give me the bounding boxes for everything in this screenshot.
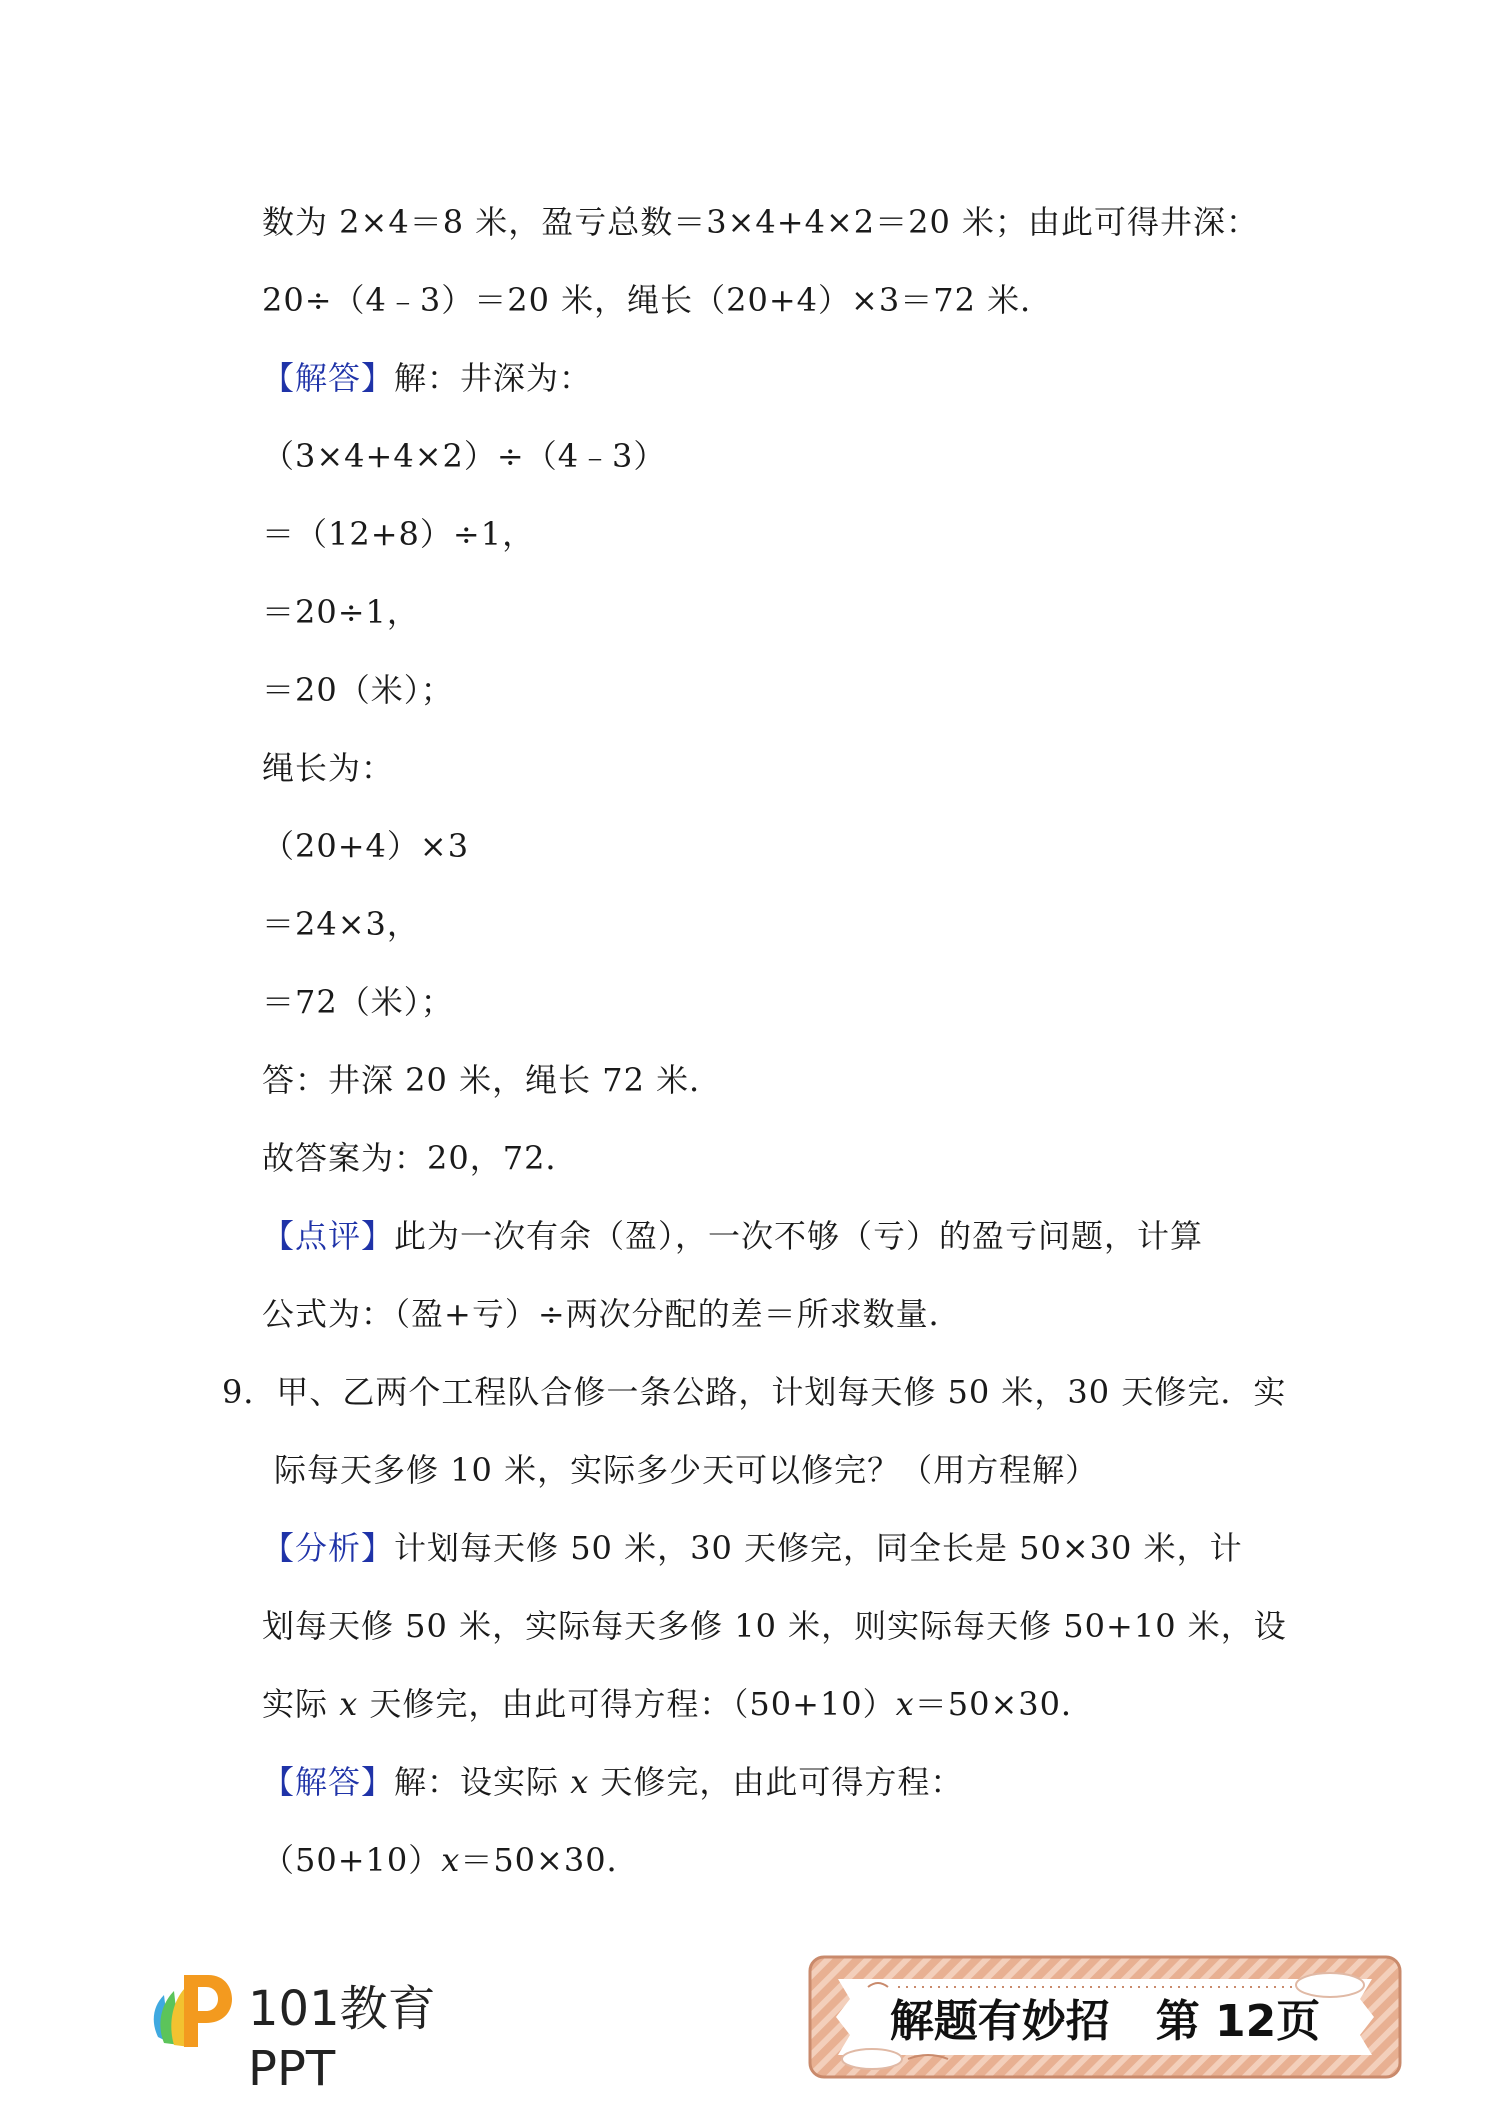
text-segment: （50+10） <box>262 1841 442 1879</box>
text-line <box>262 1684 1094 1724</box>
banner-title: 解题有妙招 <box>889 1996 1110 2047</box>
text-line: 公式为：（盈+亏）÷两次分配的差＝所求数量． <box>262 1295 962 1333</box>
brand-logo <box>140 1965 520 2097</box>
text-line: ＝24×3， <box>262 905 420 943</box>
text-line: （20+4）×3 <box>262 827 470 865</box>
text-line <box>262 1762 963 1802</box>
text-line: （3×4+4×2）÷（4﹣3） <box>262 437 667 475</box>
analysis-tag: 【分析】 <box>262 1529 395 1567</box>
question-9-line-1: 9．甲、乙两个工程队合修一条公路，计划每天修 50 米，30 天修完．实 <box>222 1373 1287 1411</box>
text-segment: 实际 <box>262 1685 340 1723</box>
answer-tag: 【解答】 <box>262 359 395 397</box>
comment-tag: 【点评】 <box>262 1217 395 1255</box>
page-banner <box>808 1955 1402 2079</box>
variable-x: x <box>570 1763 590 1801</box>
text-line: ＝20÷1， <box>262 593 420 631</box>
variable-x: x <box>441 1841 461 1879</box>
text-line: 20÷（4﹣3）＝20 米，绳长（20+4）×3＝72 米． <box>262 281 1054 319</box>
text-line: 绳长为： <box>262 749 395 787</box>
text-line: 答：井深 20 米，绳长 72 米． <box>262 1061 723 1099</box>
text-segment: ＝50×30． <box>914 1685 1094 1723</box>
page-number: 第 12页 <box>1155 1996 1321 2047</box>
text-line <box>262 1216 1203 1256</box>
text-line: ＝（12+8）÷1， <box>262 515 536 553</box>
comment-text: 此为一次有余（盈），一次不够（亏）的盈亏问题，计算 <box>394 1217 1204 1255</box>
text-line: ＝72（米）； <box>262 983 454 1021</box>
text-line: 故答案为：20，72． <box>262 1139 579 1177</box>
answer-tag: 【解答】 <box>262 1763 395 1801</box>
text-line <box>262 1528 1243 1568</box>
variable-x: x <box>895 1685 915 1723</box>
brand-logo-text: 101教育PPT <box>248 1981 436 2097</box>
text-line: ＝20（米）； <box>262 671 454 709</box>
analysis-text: 计划每天修 50 米，30 天修完，同全长是 50×30 米，计 <box>394 1529 1243 1567</box>
text-segment: 天修完，由此可得方程：（50+10） <box>358 1685 896 1723</box>
text-segment: 天修完，由此可得方程： <box>589 1763 964 1801</box>
text-line <box>262 358 592 398</box>
text-line: 数为 2×4＝8 米，盈亏总数＝3×4+4×2＝20 米；由此可得井深： <box>262 203 1260 241</box>
text-segment: ＝50×30． <box>460 1841 640 1879</box>
answer-text: 解：井深为： <box>394 359 593 397</box>
text-segment: 解：设实际 <box>394 1763 571 1801</box>
text-line <box>262 1840 640 1880</box>
brand-logo-icon <box>140 1965 240 2055</box>
variable-x: x <box>339 1685 359 1723</box>
text-line: 划每天修 50 米，实际每天多修 10 米，则实际每天修 50+10 米，设 <box>262 1607 1287 1645</box>
question-9-line-2: 际每天多修 10 米，实际多少天可以修完？（用方程解） <box>274 1451 1099 1489</box>
